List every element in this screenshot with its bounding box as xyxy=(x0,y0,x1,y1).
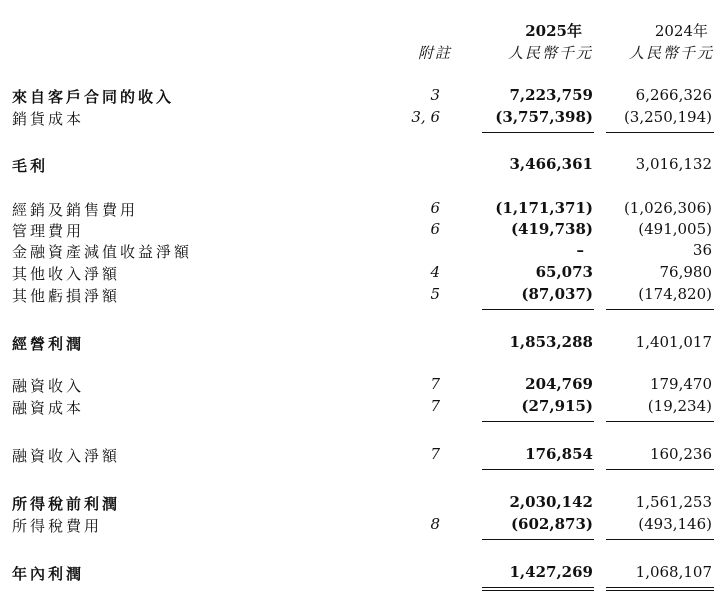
row-label: 金融資產減值收益淨額 xyxy=(12,243,193,261)
underline-2024 xyxy=(606,421,714,422)
row-note: 7 xyxy=(430,445,440,463)
double-underline-2024-bottom xyxy=(606,590,714,591)
row-net-finance-income xyxy=(0,445,720,467)
header-unit-2024: 人民幣千元 xyxy=(628,44,714,62)
underline-2025 xyxy=(482,132,594,133)
row-value-2025: (1,171,371) xyxy=(495,199,593,217)
row-value-2024: 1,401,017 xyxy=(635,333,712,351)
row-note: 3 xyxy=(430,86,440,104)
row-gross-profit xyxy=(0,155,720,177)
row-note: 5 xyxy=(430,285,440,303)
underline-2024 xyxy=(606,469,714,470)
row-label: 融資成本 xyxy=(12,399,85,417)
row-note: 3, 6 xyxy=(411,108,440,126)
underline-2024 xyxy=(606,309,714,310)
double-underline-2025-top xyxy=(482,587,594,588)
row-label: 毛利 xyxy=(12,157,49,175)
underline-2025 xyxy=(482,309,594,310)
row-note: 7 xyxy=(430,397,440,415)
row-label: 融資收入 xyxy=(12,377,85,395)
row-label: 管理費用 xyxy=(12,222,85,240)
row-label: 所得稅前利潤 xyxy=(12,495,121,513)
row-note: 8 xyxy=(430,515,440,533)
row-value-2024: 1,068,107 xyxy=(635,563,712,581)
header-year-2025: 2025年 xyxy=(525,22,582,40)
row-note: 4 xyxy=(430,263,440,281)
row-label: 融資收入淨額 xyxy=(12,447,121,465)
row-value-2025: 3,466,361 xyxy=(509,155,593,173)
row-value-2025: (3,757,398) xyxy=(495,108,593,126)
double-underline-2024-top xyxy=(606,587,714,588)
row-value-2024: (19,234) xyxy=(647,397,712,415)
row-finance-income xyxy=(0,375,720,397)
row-operating-profit xyxy=(0,333,720,355)
underline-2025 xyxy=(482,421,594,422)
row-value-2025: 176,854 xyxy=(525,445,593,463)
row-value-2025: 1,427,269 xyxy=(509,563,593,581)
row-value-2025: 7,223,759 xyxy=(509,86,593,104)
row-value-2024: 160,236 xyxy=(649,445,712,463)
row-value-2025: 2,030,142 xyxy=(509,493,593,511)
row-label: 銷貨成本 xyxy=(12,110,85,128)
row-label: 其他虧損淨額 xyxy=(12,287,121,305)
row-value-2025: 1,853,288 xyxy=(509,333,593,351)
row-value-2025: (87,037) xyxy=(521,285,593,303)
row-value-2024: (3,250,194) xyxy=(623,108,712,126)
row-value-2024: (491,005) xyxy=(638,220,712,238)
header-unit-2025: 人民幣千元 xyxy=(507,44,593,62)
row-note: 7 xyxy=(430,375,440,393)
row-label: 經營利潤 xyxy=(12,335,85,353)
row-label: 所得稅費用 xyxy=(12,517,103,535)
underline-2025 xyxy=(482,469,594,470)
row-label: 年內利潤 xyxy=(12,565,85,583)
row-value-2024: 6,266,326 xyxy=(635,86,712,104)
row-income-tax xyxy=(0,515,720,537)
row-revenue xyxy=(0,86,720,108)
row-other-losses xyxy=(0,285,720,307)
row-profit-before-tax xyxy=(0,493,720,515)
row-value-2024: 1,561,253 xyxy=(635,493,712,511)
row-value-2025: (27,915) xyxy=(521,397,593,415)
header-year-2024: 2024年 xyxy=(654,22,708,40)
row-value-2024: (1,026,306) xyxy=(623,199,712,217)
row-other-income xyxy=(0,263,720,285)
header-note-label: 附註 xyxy=(418,44,453,62)
row-finance-costs xyxy=(0,397,720,419)
row-value-2024: 179,470 xyxy=(649,375,712,393)
row-value-2024: 36 xyxy=(692,241,712,259)
row-value-2025: 204,769 xyxy=(525,375,593,393)
underline-2024 xyxy=(606,132,714,133)
row-value-2025: 65,073 xyxy=(535,263,593,281)
row-note: 6 xyxy=(430,220,440,238)
row-value-2024: 76,980 xyxy=(659,263,712,281)
row-value-2025: (419,738) xyxy=(510,220,593,238)
row-admin-expenses xyxy=(0,220,720,242)
row-cost-of-sales xyxy=(0,108,720,130)
row-impairment-gain xyxy=(0,241,720,263)
underline-2024 xyxy=(606,539,714,540)
row-label: 經銷及銷售費用 xyxy=(12,201,139,219)
row-value-2025: – xyxy=(576,241,584,259)
row-profit-for-year xyxy=(0,563,720,585)
row-value-2024: (174,820) xyxy=(638,285,712,303)
double-underline-2025-bottom xyxy=(482,590,594,591)
row-label: 來自客戶合同的收入 xyxy=(12,88,175,106)
row-value-2025: (602,873) xyxy=(510,515,593,533)
underline-2025 xyxy=(482,539,594,540)
row-value-2024: (493,146) xyxy=(638,515,712,533)
row-value-2024: 3,016,132 xyxy=(635,155,712,173)
row-label: 其他收入淨額 xyxy=(12,265,121,283)
row-distribution-expenses xyxy=(0,199,720,221)
row-note: 6 xyxy=(430,199,440,217)
